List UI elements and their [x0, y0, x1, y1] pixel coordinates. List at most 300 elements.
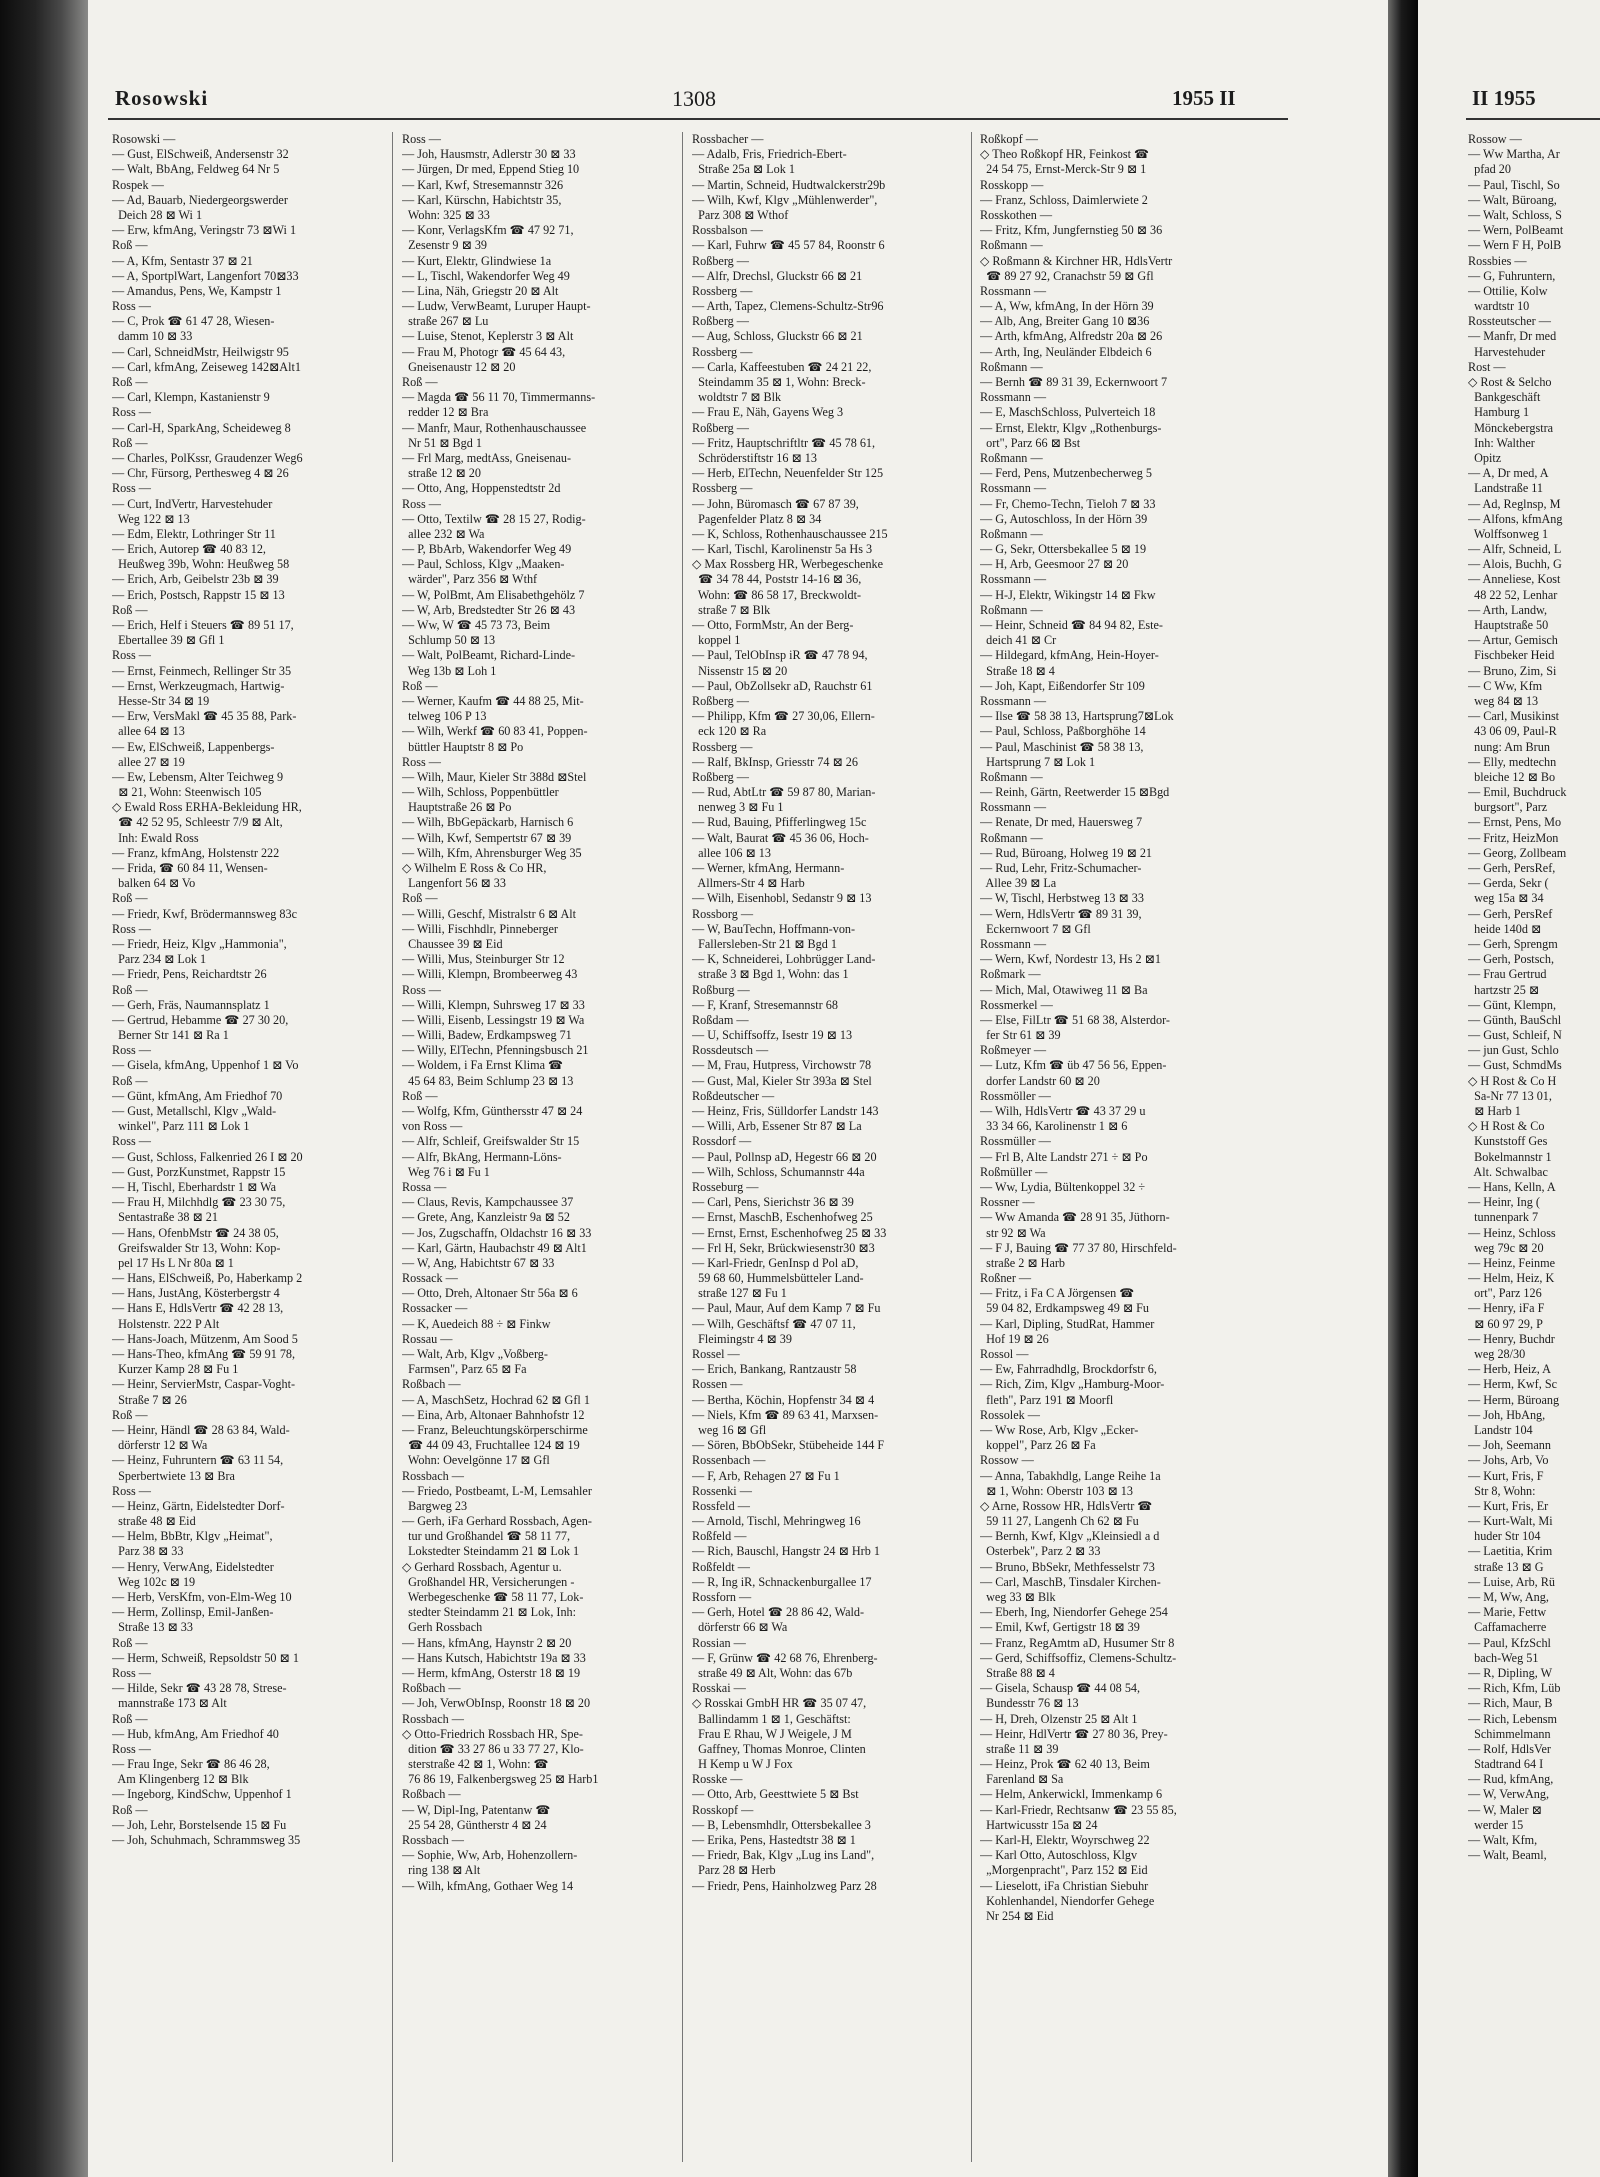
- directory-entry-line: — Hub, kfmAng, Am Friedhof 40: [112, 1726, 279, 1741]
- directory-entry-line: Rossdorf —: [692, 1134, 752, 1149]
- directory-entry-line: Allmers-Str 4 ⊠ Harb: [692, 876, 805, 891]
- directory-entry-line: — Hildegard, kfmAng, Hein-Hoyer-: [980, 648, 1159, 663]
- directory-entry-line: — Joh, Hausmstr, Adlerstr 30 ⊠ 33: [402, 147, 576, 162]
- directory-entry-line: — Gerh, Sprengm: [1468, 936, 1558, 951]
- directory-entry-line: — Willi, Klempn, Suhrsweg 17 ⊠ 33: [402, 997, 585, 1012]
- right-page-running-head: II 1955: [1472, 86, 1536, 110]
- directory-entry-line: bleiche 12 ⊠ Bo: [1468, 769, 1556, 784]
- directory-entry-line: Weg 102c ⊠ 19: [112, 1574, 196, 1589]
- directory-entry-line: huder Str 104: [1468, 1529, 1541, 1544]
- directory-entry-line: — Walt, Büroang,: [1468, 192, 1557, 207]
- directory-entry-line: — Wilh, Kfm, Ahrensburger Weg 35: [402, 845, 582, 860]
- directory-entry-line: — Gisela, kfmAng, Uppenhof 1 ⊠ Vo: [112, 1058, 299, 1073]
- directory-entry-line: weg 33 ⊠ Blk: [980, 1590, 1056, 1604]
- directory-entry-line: — Edm, Elektr, Lothringer Str 11: [112, 526, 276, 541]
- directory-entry-line: — Hans, Kelln, A: [1468, 1179, 1556, 1194]
- directory-entry-line: ◇ H Rost & Co: [1468, 1119, 1545, 1134]
- directory-entry-line: — Gisela, Schausp ☎ 44 08 54,: [980, 1681, 1141, 1696]
- directory-entry-line: allee 27 ⊠ 19: [112, 754, 185, 769]
- directory-entry-line: telweg 106 P 13: [402, 709, 487, 724]
- directory-entry-line: — W, Tischl, Herbstweg 13 ⊠ 33: [980, 891, 1144, 906]
- directory-entry-line: — A, Ww, kfmAng, In der Hörn 39: [980, 299, 1154, 314]
- directory-entry-line: Roß —: [112, 1635, 148, 1650]
- directory-entry-line: — Arth, Ing, Neuländer Elbdeich 6: [980, 344, 1152, 359]
- directory-entry-line: Roßbach —: [402, 1681, 461, 1696]
- directory-entry-line: Roß —: [402, 891, 438, 906]
- directory-entry-line: — Frau M, Photogr ☎ 45 64 43,: [402, 344, 566, 359]
- directory-entry-line: — Heinr, Schneid ☎ 84 94 82, Este-: [980, 618, 1163, 632]
- directory-entry-line: Ballindamm 1 ⊠ 1, Geschäftst:: [692, 1711, 851, 1726]
- directory-entry-line: ort", Parz 126: [1468, 1286, 1542, 1301]
- directory-entry-line: — Ernst, Werkzeugmach, Hartwig-: [112, 678, 285, 693]
- directory-entry-line: — Ew, Lebensm, Alter Teichweg 9: [112, 769, 284, 784]
- directory-entry-line: — Willy, ElTechn, Pfenningsbusch 21: [402, 1043, 589, 1058]
- directory-entry-line: — W, Ang, Habichtstr 67 ⊠ 33: [402, 1255, 555, 1270]
- directory-entry-line: — K, Schneiderei, Lohbrügger Land-: [692, 952, 876, 967]
- directory-entry-line: Roßberg —: [692, 253, 749, 268]
- directory-entry-line: Rossbacher —: [692, 132, 764, 146]
- directory-entry-line: — Ernst, Feinmech, Rellinger Str 35: [112, 663, 292, 678]
- directory-entry-line: — Amandus, Pens, We, Kampstr 1: [112, 283, 282, 298]
- directory-entry-line: tunnenpark 7: [1468, 1210, 1539, 1225]
- directory-entry-line: — Ww Martha, Ar: [1468, 147, 1560, 162]
- directory-entry-line: — Heinz, Fuhruntern ☎ 63 11 54,: [112, 1453, 284, 1468]
- directory-entry-line: — Willi, Mus, Steinburger Str 12: [402, 952, 565, 967]
- directory-entry-line: Wolffsonweg 1: [1468, 526, 1549, 541]
- directory-entry-line: — Rud, kfmAng,: [1468, 1772, 1554, 1787]
- directory-entry-line: — P, BbArb, Wakendorfer Weg 49: [402, 542, 572, 557]
- directory-entry-line: — Hilde, Sekr ☎ 43 28 78, Strese-: [112, 1681, 287, 1696]
- directory-entry-line: — Arnold, Tischl, Mehringweg 16: [692, 1514, 861, 1529]
- directory-entry-line: — Laetitia, Krim: [1468, 1544, 1553, 1559]
- directory-entry-line: deich 41 ⊠ Cr: [980, 633, 1057, 648]
- directory-entry-line: — Wilh, Eisenhobl, Sedanstr 9 ⊠ 13: [692, 891, 872, 906]
- directory-entry-line: — Rich, Kfm, Lüb: [1468, 1681, 1561, 1696]
- directory-entry-line: Roßmann —: [980, 769, 1043, 784]
- directory-entry-line: — Ad, Reglnsp, M: [1468, 496, 1561, 511]
- directory-entry-line: — Frl Marg, medtAss, Gneisenau-: [402, 450, 572, 465]
- directory-entry-line: werder 15: [1468, 1817, 1524, 1832]
- directory-entry-line: — Otto, Ang, Hoppenstedtstr 2d: [402, 481, 561, 496]
- directory-entry-line: — Franz, RegAmtm aD, Husumer Str 8: [980, 1635, 1175, 1650]
- directory-entry-line: — Gerd, Schiffsoffiz, Clemens-Schultz-: [980, 1650, 1177, 1665]
- directory-entry-line: — Erich, Arb, Geibelstr 23b ⊠ 39: [112, 572, 279, 587]
- directory-entry-line: Ebertallee 39 ⊠ Gfl 1: [112, 633, 225, 648]
- directory-entry-line: straße 3 ⊠ Bgd 1, Wohn: das 1: [692, 967, 849, 982]
- directory-entry-line: — G, Autoschloss, In der Hörn 39: [980, 511, 1148, 526]
- directory-entry-line: 59 68 60, Hummelsbütteler Land-: [692, 1271, 864, 1286]
- directory-entry-line: — Herb, ElTechn, Neuenfelder Str 125: [692, 466, 884, 481]
- directory-entry-line: — Karl, Kürschn, Habichtstr 35,: [402, 192, 562, 207]
- directory-entry-line: allee 232 ⊠ Wa: [402, 526, 485, 541]
- directory-entry-line: Rossolek —: [980, 1407, 1040, 1422]
- directory-entry-line: — Woldem, i Fa Ernst Klima ☎: [402, 1058, 564, 1073]
- directory-entry-line: — Luise, Arb, Rü: [1468, 1574, 1556, 1589]
- directory-entry-line: Sperbertwiete 13 ⊠ Bra: [112, 1468, 235, 1483]
- directory-entry-line: — Eberh, Ing, Niendorfer Gehege 254: [980, 1605, 1168, 1620]
- directory-entry-line: — Anneliese, Kost: [1468, 572, 1561, 587]
- directory-entry-line: — F, Kranf, Stresemannstr 68: [692, 997, 838, 1012]
- directory-entry-line: allee 106 ⊠ 13: [692, 845, 771, 860]
- directory-entry-line: — Paul, Schloss, Paßborghöhe 14: [980, 724, 1146, 739]
- right-header-rule: [1466, 118, 1600, 120]
- directory-entry-line: — Helm, Ankerwickl, Immenkamp 6: [980, 1787, 1163, 1802]
- directory-entry-line: — Ww Rose, Arb, Klgv „Ecker-: [980, 1422, 1139, 1437]
- directory-entry-line: — Hans, JustAng, Kösterbergstr 4: [112, 1286, 280, 1301]
- directory-entry-line: büttler Hauptstr 8 ⊠ Po: [402, 739, 524, 754]
- directory-entry-line: — Ernst, Pens, Mo: [1468, 815, 1562, 830]
- directory-entry-line: — W, BauTechn, Hoffmann-von-: [692, 921, 856, 936]
- directory-entry-line: — Otto, FormMstr, An der Berg-: [692, 618, 854, 632]
- directory-entry-line: — Hans, OfenbMstr ☎ 24 38 05,: [112, 1225, 279, 1240]
- directory-entry-line: — Karl-H, Elektr, Woyrschweg 22: [980, 1833, 1150, 1847]
- directory-entry-line: Roßmann —: [980, 359, 1043, 374]
- directory-entry-line: — Gerh, PersRef: [1468, 906, 1553, 921]
- directory-entry-line: — Karl-Friedr, Rechtsanw ☎ 23 55 85,: [980, 1802, 1177, 1817]
- directory-entry-line: — Kurt-Walt, Mi: [1468, 1514, 1553, 1529]
- directory-entry-line: — Karl, Gärtn, Haubachstr 49 ⊠ Alt1: [402, 1240, 587, 1255]
- directory-entry-line: Rosseburg —: [692, 1179, 759, 1194]
- directory-entry-line: Bokelmannstr 1: [1468, 1149, 1552, 1164]
- directory-entry-line: — Frau H, Milchhdlg ☎ 23 30 75,: [112, 1195, 286, 1210]
- directory-entry-line: — Friedr, Kwf, Brödermannsweg 83c: [112, 906, 297, 921]
- directory-entry-line: — Rich, Maur, B: [1468, 1696, 1553, 1711]
- directory-entry-line: — Alois, Buchh, G: [1468, 557, 1562, 572]
- directory-entry-line: Roßberg —: [692, 693, 749, 708]
- directory-entry-line: — Walt, Kfm,: [1468, 1833, 1538, 1847]
- directory-entry-line: weg 79c ⊠ 20: [1468, 1240, 1544, 1255]
- directory-entry-line: Kohlenhandel, Niendorfer Gehege: [980, 1893, 1155, 1908]
- directory-entry-line: — Ww Amanda ☎ 28 91 35, Jüthorn-: [980, 1210, 1170, 1225]
- directory-entry-line: — Heinr, ServierMstr, Caspar-Voght-: [112, 1377, 296, 1392]
- directory-entry-line: „Morgenpracht", Parz 152 ⊠ Eid: [980, 1863, 1148, 1878]
- directory-entry-line: burgsort", Parz: [1468, 800, 1548, 815]
- directory-entry-line: — Erich, Autorep ☎ 40 83 12,: [112, 542, 266, 557]
- directory-entry-line: — Herm, Schweiß, Repsoldstr 50 ⊠ 1: [112, 1650, 299, 1665]
- page-number: 1308: [672, 86, 716, 111]
- directory-entry-line: — Herm, kfmAng, Osterstr 18 ⊠ 19: [402, 1665, 581, 1680]
- directory-entry-line: Sentastraße 38 ⊠ 21: [112, 1210, 218, 1225]
- directory-entry-line: Rossa —: [402, 1179, 447, 1194]
- directory-entry-line: — Franz, Schloss, Daimlerwiete 2: [980, 192, 1148, 207]
- directory-entry-line: — Walt, BbAng, Feldweg 64 Nr 5: [112, 162, 280, 177]
- directory-entry-line: Rossmann —: [980, 693, 1047, 708]
- directory-entry-line: — Frau Gertrud: [1468, 967, 1547, 982]
- directory-entry-line: 43 06 09, Paul-R: [1468, 724, 1557, 739]
- directory-entry-line: 24 54 75, Ernst-Merck-Str 9 ⊠ 1: [980, 162, 1147, 177]
- directory-entry-line: — Gust, SchmdMs: [1468, 1058, 1562, 1073]
- directory-entry-line: weg 15a ⊠ 34: [1468, 891, 1544, 906]
- directory-entry-line: — Lina, Näh, Griegstr 20 ⊠ Alt: [402, 283, 559, 298]
- directory-entry-line: Farmsen", Parz 65 ⊠ Fa: [402, 1362, 527, 1377]
- directory-entry-line: Hamburg 1: [1468, 405, 1530, 420]
- directory-entry-line: Rossbies —: [1468, 253, 1527, 268]
- directory-entry-line: — Luise, Stenot, Keplerstr 3 ⊠ Alt: [402, 329, 574, 344]
- directory-entry-line: — Jürgen, Dr med, Eppend Stieg 10: [402, 162, 580, 177]
- directory-entry-line: — Carl, SchneidMstr, Heilwigstr 95: [112, 344, 289, 359]
- directory-entry-line: — Walt, Arb, Klgv „Voßberg-: [402, 1347, 548, 1361]
- directory-entry-line: Caffamacherre: [1468, 1620, 1547, 1635]
- directory-entry-line: Wohn: ☎ 86 58 17, Breckwoldt-: [692, 587, 862, 602]
- directory-entry-line: Roßmann —: [980, 526, 1043, 541]
- directory-entry-line: — W, VerwAng,: [1468, 1787, 1550, 1802]
- directory-entry-line: Roß —: [402, 1088, 438, 1103]
- directory-entry-line: — Frau Inge, Sekr ☎ 86 46 28,: [112, 1757, 270, 1772]
- directory-entry-line: — Alfr, Schneid, L: [1468, 542, 1562, 557]
- directory-entry-line: Parz 308 ⊠ Wthof: [692, 207, 789, 222]
- directory-entry-line: Roßmark —: [980, 967, 1041, 982]
- directory-entry-line: Ross —: [112, 1043, 151, 1058]
- directory-entry-line: — Alb, Ang, Breiter Gang 10 ⊠36: [980, 314, 1150, 329]
- directory-entry-line: 59 11 27, Langenh Ch 62 ⊠ Fu: [980, 1514, 1139, 1529]
- directory-entry-line: — Werner, kfmAng, Hermann-: [692, 861, 845, 875]
- directory-entry-line: Rossforn —: [692, 1590, 752, 1604]
- directory-entry-line: str 92 ⊠ Wa: [980, 1225, 1046, 1240]
- directory-entry-line: Steindamm 35 ⊠ 1, Wohn: Breck-: [692, 375, 866, 389]
- directory-entry-line: Rossenki —: [692, 1483, 752, 1498]
- header-rule: [108, 118, 1288, 120]
- directory-entry-line: — Arth, kfmAng, Alfredstr 20a ⊠ 26: [980, 329, 1163, 344]
- directory-entry-line: — Bruno, BbSekr, Methfesselstr 73: [980, 1559, 1155, 1574]
- directory-entry-line: heide 140d ⊠: [1468, 921, 1542, 936]
- directory-entry-line: — Artur, Gemisch: [1468, 633, 1558, 648]
- directory-entry-line: 45 64 83, Beim Schlump 23 ⊠ 13: [402, 1073, 574, 1088]
- directory-entry-line: damm 10 ⊠ 33: [112, 329, 193, 344]
- directory-entry-line: Rossbalson —: [692, 223, 763, 238]
- directory-entry-line: Am Klingenberg 12 ⊠ Blk: [112, 1772, 249, 1787]
- directory-entry-line: — F, Grünw ☎ 42 68 76, Ehrenberg-: [692, 1650, 878, 1665]
- directory-entry-line: — Paul, Maur, Auf dem Kamp 7 ⊠ Fu: [692, 1301, 881, 1316]
- directory-entry-line: Kurzer Kamp 28 ⊠ Fu 1: [112, 1362, 239, 1377]
- directory-entry-line: Rossbach —: [402, 1468, 464, 1483]
- directory-entry-line: Straße 7 ⊠ 26: [112, 1392, 187, 1407]
- directory-entry-line: — Joh, Seemann: [1468, 1438, 1551, 1453]
- directory-entry-line: — John, Büromasch ☎ 67 87 39,: [692, 496, 859, 511]
- directory-entry-line: — Friedr, Heiz, Klgv „Hammonia",: [112, 936, 287, 951]
- directory-entry-line: — Ew, ElSchweiß, Lappenbergs-: [112, 739, 275, 754]
- directory-entry-line: — Hans-Theo, kfmAng ☎ 59 91 78,: [112, 1347, 296, 1361]
- directory-entry-line: — Alfr, BkAng, Hermann-Löns-: [402, 1149, 562, 1164]
- directory-entry-line: Inh: Walther: [1468, 435, 1535, 450]
- directory-entry-line: ⊠ Harb 1: [1468, 1104, 1521, 1118]
- directory-page-right: [1418, 0, 1600, 2177]
- directory-entry-line: — Werner, Kaufm ☎ 44 88 25, Mit-: [402, 693, 584, 708]
- directory-entry-line: — Philipp, Kfm ☎ 27 30,06, Ellern-: [692, 709, 875, 724]
- directory-entry-line: — C Ww, Kfm: [1468, 678, 1543, 693]
- directory-entry-line: — Ww, Lydia, Bültenkoppel 32 ÷: [980, 1179, 1146, 1194]
- directory-entry-line: dorfer Landstr 60 ⊠ 20: [980, 1073, 1100, 1088]
- directory-entry-line: — Erw, kfmAng, Veringstr 73 ⊠Wi 1: [112, 223, 297, 238]
- directory-entry-line: — Willi, Fischhdlr, Pinneberger: [402, 921, 558, 936]
- directory-entry-line: Rosskopf —: [692, 1802, 754, 1817]
- directory-entry-line: Roßmüller —: [980, 1164, 1048, 1179]
- directory-entry-line: Rossmann —: [980, 572, 1047, 587]
- directory-entry-line: — Martin, Schneid, Hudtwalckerstr29b: [692, 177, 886, 192]
- directory-entry-line: — Franz, kfmAng, Holstenstr 222: [112, 845, 280, 860]
- directory-entry-line: — Wilh, Kwf, Sempertstr 67 ⊠ 39: [402, 830, 572, 845]
- directory-entry-line: 25 54 28, Güntherstr 4 ⊠ 24: [402, 1817, 547, 1832]
- directory-entry-line: Roß —: [112, 375, 148, 389]
- directory-entry-line: — Karl Otto, Autoschloss, Klgv: [980, 1848, 1138, 1863]
- directory-entry-line: — Ingeborg, KindSchw, Uppenhof 1: [112, 1787, 292, 1802]
- directory-entry-line: Rossian —: [692, 1635, 746, 1650]
- directory-entry-line: — Eina, Arb, Altonaer Bahnhofstr 12: [402, 1407, 585, 1422]
- directory-entry-line: Roßberg —: [692, 769, 749, 784]
- directory-entry-line: ⊠ 60 97 29, P: [1468, 1316, 1543, 1331]
- directory-entry-line: Ross —: [402, 132, 441, 146]
- directory-entry-line: Rossmann —: [980, 283, 1047, 298]
- directory-entry-line: Roßfeld —: [692, 1529, 747, 1544]
- directory-entry-line: Roßmann —: [980, 450, 1043, 465]
- directory-entry-line: Stadtrand 64 I: [1468, 1757, 1544, 1772]
- directory-entry-line: — Gust, PorzKunstmet, Rappstr 15: [112, 1164, 286, 1179]
- directory-entry-line: ort", Parz 66 ⊠ Bst: [980, 435, 1081, 450]
- directory-entry-line: — W, PolBmt, Am Elisabethgehölz 7: [402, 587, 585, 602]
- directory-entry-line: — Heinr, HdlVertr ☎ 27 80 36, Prey-: [980, 1726, 1168, 1741]
- directory-entry-line: — Erich, Helf i Steuers ☎ 89 51 17,: [112, 618, 294, 632]
- directory-entry-line: ◇ Arne, Rossow HR, HdlsVertr ☎: [980, 1498, 1153, 1513]
- directory-entry-line: ring 138 ⊠ Alt: [402, 1863, 481, 1878]
- directory-entry-line: — Gerh, iFa Gerhard Rossbach, Agen-: [402, 1514, 592, 1529]
- directory-entry-line: — C, Prok ☎ 61 47 28, Wiesen-: [112, 314, 275, 329]
- directory-entry-line: — Friedo, Postbeamt, L-M, Lemsahler: [402, 1483, 592, 1498]
- directory-entry-line: Hof 19 ⊠ 26: [980, 1331, 1049, 1346]
- directory-entry-line: wärder", Parz 356 ⊠ Wthf: [402, 572, 538, 587]
- directory-entry-line: — Jos, Zugschaffn, Oldachstr 16 ⊠ 33: [402, 1225, 592, 1240]
- directory-entry-line: — Wern, PolBeamt: [1468, 223, 1564, 238]
- directory-entry-line: — Fritz, Kfm, Jungfernstieg 50 ⊠ 36: [980, 223, 1163, 238]
- directory-entry-line: — Joh, Kapt, Eißendorfer Str 109: [980, 678, 1145, 693]
- directory-entry-line: Lokstedter Steindamm 21 ⊠ Lok 1: [402, 1544, 580, 1559]
- directory-entry-line: Roßberg —: [692, 314, 749, 329]
- directory-entry-line: — Paul, KfzSchl: [1468, 1635, 1551, 1650]
- directory-entry-line: — Manfr, Dr med: [1468, 329, 1557, 344]
- directory-entry-line: Frau E Rhau, W J Weigele, J M: [692, 1726, 852, 1741]
- directory-entry-line: — Georg, Zollbeam: [1468, 845, 1567, 860]
- directory-column-1: [112, 132, 382, 1848]
- directory-entry-line: Kunststoff Ges: [1468, 1134, 1548, 1149]
- directory-entry-line: — Gust, Schleif, N: [1468, 1028, 1562, 1043]
- directory-entry-line: — Ottilie, Kolw: [1468, 283, 1548, 298]
- directory-entry-line: — M, Ww, Ang,: [1468, 1590, 1549, 1604]
- directory-entry-line: — Gerh, Fräs, Naumannsplatz 1: [112, 997, 270, 1012]
- directory-entry-line: Nr 51 ⊠ Bgd 1: [402, 435, 482, 450]
- directory-entry-line: Rossner —: [980, 1195, 1035, 1210]
- directory-entry-line: — Willi, Eisenb, Lessingstr 19 ⊠ Wa: [402, 1012, 585, 1027]
- directory-entry-line: — G, Fuhruntern,: [1468, 268, 1556, 283]
- directory-entry-line: — Sören, BbObSekr, Stübeheide 144 F: [692, 1438, 885, 1453]
- directory-entry-line: — Otto, Arb, Geesttwiete 5 ⊠ Bst: [692, 1787, 859, 1802]
- directory-entry-line: — Rolf, HdlsVer: [1468, 1741, 1551, 1756]
- directory-entry-line: Gaffney, Thomas Monroe, Clinten: [692, 1741, 866, 1756]
- directory-entry-line: — Wilh, Geschäftsf ☎ 47 07 11,: [692, 1316, 856, 1331]
- directory-entry-line: — Wern, HdlsVertr ☎ 89 31 39,: [980, 906, 1142, 921]
- directory-entry-line: — Bernh, Kwf, Klgv „Kleinsiedl a d: [980, 1529, 1160, 1544]
- directory-entry-line: Straße 13 ⊠ 33: [112, 1620, 193, 1635]
- directory-entry-line: — Carl-H, SparkAng, Scheideweg 8: [112, 420, 291, 435]
- directory-column-3: [692, 132, 962, 1894]
- directory-entry-line: Rossmöller —: [980, 1088, 1051, 1103]
- directory-entry-line: — Gust, Metallschl, Klgv „Wald-: [112, 1104, 277, 1118]
- directory-entry-line: — Kurt, Fris, Er: [1468, 1498, 1549, 1513]
- directory-entry-line: ◇ Rost & Selcho: [1468, 375, 1552, 389]
- directory-entry-line: Roßner —: [980, 1271, 1032, 1286]
- directory-entry-line: — Arth, Landw,: [1468, 602, 1548, 617]
- directory-entry-line: — Bertha, Köchin, Hopfenstr 34 ⊠ 4: [692, 1392, 875, 1407]
- directory-entry-line: Wohn: Oevelgönne 17 ⊠ Gfl: [402, 1453, 550, 1468]
- directory-entry-line: ◇ H Rost & Co H: [1468, 1073, 1557, 1088]
- directory-entry-line: — Erich, Postsch, Rappstr 15 ⊠ 13: [112, 587, 285, 602]
- directory-entry-line: — Else, FilLtr ☎ 51 68 38, Alsterdor-: [980, 1012, 1170, 1027]
- directory-entry-line: Sa-Nr 77 13 01,: [1468, 1088, 1552, 1103]
- directory-entry-line: — Paul, Schloss, Klgv „Maaken-: [402, 557, 565, 572]
- directory-entry-line: — Carl, Pens, Sierichstr 36 ⊠ 39: [692, 1195, 854, 1210]
- directory-entry-line: — jun Gust, Schlo: [1468, 1043, 1559, 1058]
- directory-entry-line: — Herm, Kwf, Sc: [1468, 1377, 1558, 1392]
- directory-entry-line: — Gerda, Sekr (: [1468, 876, 1549, 891]
- book-gutter: [1388, 0, 1418, 2177]
- directory-entry-line: stedter Steindamm 21 ⊠ Lok, Inh:: [402, 1605, 577, 1620]
- directory-entry-line: Gneisenaustr 12 ⊠ 20: [402, 359, 516, 374]
- directory-entry-line: weg 28/30: [1468, 1347, 1526, 1361]
- column-divider: [971, 132, 972, 2162]
- directory-entry-line: — Hans, kfmAng, Haynstr 2 ⊠ 20: [402, 1635, 572, 1650]
- directory-entry-line: Rosowski —: [112, 132, 176, 146]
- directory-entry-line: Rossbach —: [402, 1833, 464, 1847]
- directory-entry-line: — Helm, Heiz, K: [1468, 1271, 1555, 1286]
- directory-entry-line: Fleimingstr 4 ⊠ 39: [692, 1331, 792, 1346]
- directory-entry-line: — Willi, Badew, Erdkampsweg 71: [402, 1028, 572, 1043]
- directory-entry-line: — Willi, Arb, Essener Str 87 ⊠ La: [692, 1119, 862, 1134]
- directory-entry-line: Großhandel HR, Versicherungen -: [402, 1574, 575, 1589]
- directory-entry-line: Alt. Schwalbac: [1468, 1164, 1548, 1179]
- directory-entry-line: — Arth, Tapez, Clemens-Schultz-Str96: [692, 299, 884, 314]
- directory-entry-line: eck 120 ⊠ Ra: [692, 724, 767, 739]
- directory-entry-line: Werbegeschenke ☎ 58 11 77, Lok-: [402, 1590, 584, 1604]
- directory-entry-line: — Ww, W ☎ 45 73 73, Beim: [402, 618, 551, 632]
- directory-entry-line: Roßmann —: [980, 830, 1043, 845]
- directory-entry-line: straße 12 ⊠ 20: [402, 466, 481, 481]
- directory-entry-line: Weg 122 ⊠ 13: [112, 511, 190, 526]
- directory-entry-line: ☎ 89 27 92, Cranachstr 59 ⊠ Gfl: [980, 268, 1154, 283]
- directory-entry-line: — Rud, Bauing, Pfifferlingweg 15c: [692, 815, 867, 830]
- directory-entry-line: — G, Sekr, Ottersbekallee 5 ⊠ 19: [980, 542, 1147, 557]
- directory-entry-line: — Marie, Fettw: [1468, 1605, 1547, 1620]
- directory-entry-line: — Wern F H, PolB: [1468, 238, 1562, 253]
- directory-entry-line: — E, MaschSchloss, Pulverteich 18: [980, 405, 1156, 420]
- directory-entry-line: — A, Kfm, Sentastr 37 ⊠ 21: [112, 253, 253, 268]
- directory-entry-line: — Lutz, Kfm ☎ üb 47 56 56, Eppen-: [980, 1058, 1167, 1073]
- directory-entry-line: tur und Großhandel ☎ 58 11 77,: [402, 1529, 571, 1544]
- directory-entry-line: — Anna, Tabakhdlg, Lange Reihe 1a: [980, 1468, 1161, 1483]
- directory-entry-line: Rossdeutsch —: [692, 1043, 769, 1058]
- directory-entry-line: — Grete, Ang, Kanzleistr 9a ⊠ 52: [402, 1210, 570, 1225]
- directory-entry-line: Str 8, Wohn:: [1468, 1483, 1536, 1498]
- directory-entry-line: Schröderstiftstr 16 ⊠ 13: [692, 450, 817, 465]
- directory-entry-line: — Joh, Lehr, Borstelsende 15 ⊠ Fu: [112, 1817, 287, 1832]
- directory-entry-line: — K, Schloss, Rothenhauschaussee 215: [692, 526, 888, 541]
- directory-entry-line: Weg 13b ⊠ Loh 1: [402, 663, 497, 678]
- directory-entry-line: Straße 88 ⊠ 4: [980, 1665, 1055, 1680]
- directory-entry-line: Roßmeyer —: [980, 1043, 1047, 1058]
- directory-entry-line: Straße 25a ⊠ Lok 1: [692, 162, 795, 177]
- directory-entry-line: — Reinh, Gärtn, Reetwerder 15 ⊠Bgd: [980, 785, 1170, 800]
- directory-entry-line: Roßmann —: [980, 602, 1043, 617]
- directory-entry-line: Rospek —: [112, 177, 164, 192]
- directory-entry-line: — Rich, Lebensm: [1468, 1711, 1558, 1726]
- directory-entry-line: Ross —: [112, 1741, 151, 1756]
- directory-entry-line: — Paul, TelObInsp iR ☎ 47 78 94,: [692, 648, 868, 663]
